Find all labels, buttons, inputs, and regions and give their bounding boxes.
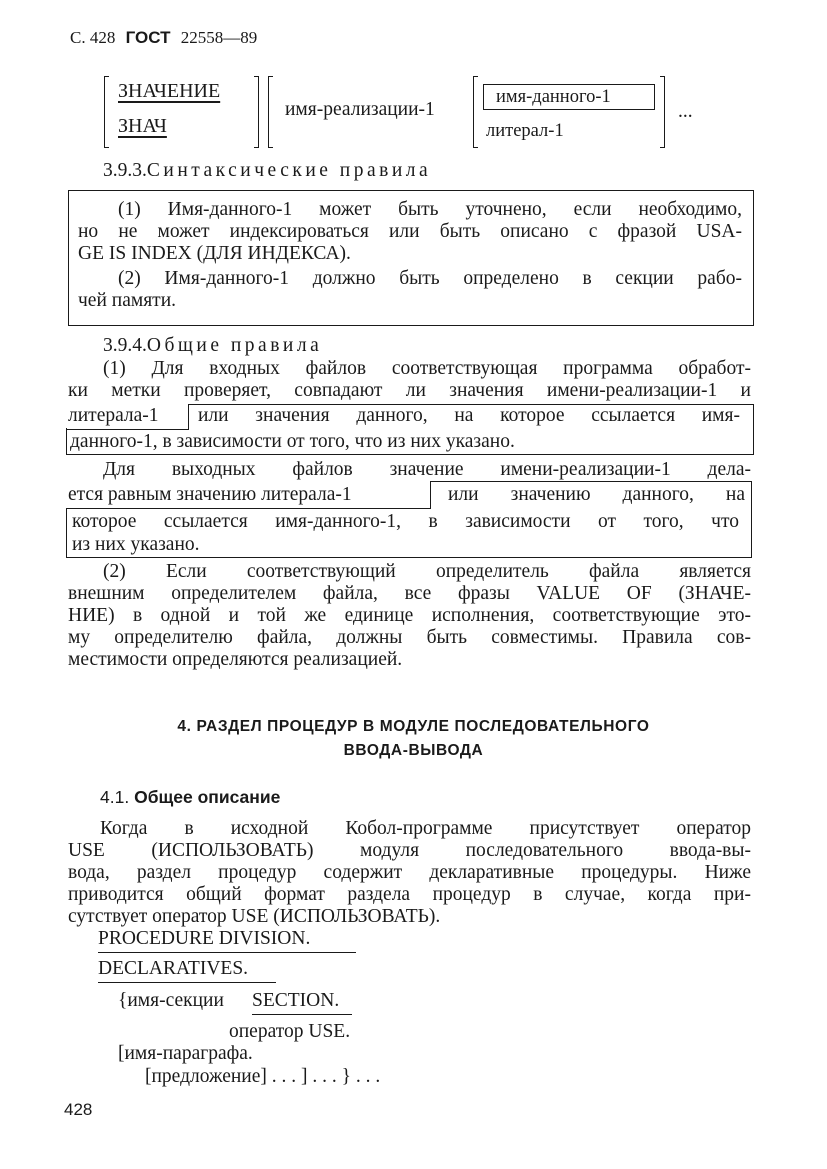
- general-rule-line: ется равным значению литерала-1: [68, 484, 352, 505]
- left-brace-3: [473, 76, 478, 148]
- format-data-name: имя-данного-1: [496, 87, 611, 107]
- body-line: приводится общий формат раздела процедур в случае, когда при-: [68, 884, 751, 905]
- body-line: вода, раздел процедур содержит декларативные процедуры. Ниже: [68, 862, 751, 883]
- box1-inner-left: [188, 404, 189, 430]
- right-brace-1: [254, 76, 259, 148]
- page-header: [70, 28, 257, 48]
- general-rule-line: местимости определяются реализацией.: [68, 649, 403, 670]
- syntax-rule-line: чей памяти.: [78, 290, 177, 311]
- page-label: С. 428: [70, 28, 116, 47]
- general-rule-boxed-line: или значению данного, на: [448, 484, 745, 505]
- section-title-394: 3.9.4.Общие правила: [103, 335, 323, 356]
- general-rule-boxed-line: или значения данного, на которое ссылается имя-: [198, 405, 740, 426]
- code-section-name: {имя-секции: [118, 990, 224, 1011]
- general-rule-line: внешним определителем файла, все фразы VALUE OF (ЗНАЧЕ-: [68, 583, 751, 604]
- underline-section: [252, 1014, 352, 1015]
- general-rule-line: НИЕ) в одной и той же единице исполнения, соответствующие это-: [68, 605, 751, 626]
- section-title-393: 3.9.3.Синтаксические правила: [103, 160, 432, 181]
- general-rule-boxed-line: данного-1, в зависимости от того, что из них указано.: [70, 431, 515, 452]
- format-literal: литерал-1: [486, 121, 564, 141]
- format-ellipsis: ...: [678, 101, 693, 122]
- right-brace-3: [660, 76, 665, 148]
- format-impl-name: имя-реализации-1: [285, 99, 435, 120]
- gost-label: ГОСТ: [125, 28, 171, 47]
- left-brace-1: [104, 76, 109, 148]
- format-option-znachenie: ЗНАЧЕНИЕ: [118, 80, 221, 102]
- syntax-rule-line: (2) Имя-данного-1 должно быть определено в секции рабо-: [118, 268, 742, 289]
- box2-left: [66, 508, 67, 557]
- general-rule-line: Для выходных файлов значение имени-реализации-1 дела-: [103, 459, 751, 480]
- code-section-keyword: SECTION.: [252, 990, 340, 1011]
- general-rule-line: му определителю файла, должны быть совместимы. Правила сов-: [68, 627, 751, 648]
- box2-right: [751, 481, 752, 557]
- section-4-heading: 4. РАЗДЕЛ ПРОЦЕДУР В МОДУЛЕ ПОСЛЕДОВАТЕЛЬНОГО: [177, 718, 650, 735]
- left-brace-2: [268, 76, 273, 148]
- underline-procedure-division: [98, 952, 356, 953]
- box1-step-line: [66, 429, 188, 430]
- general-rule-line: (2) Если соответствующий определитель файла является: [103, 561, 751, 582]
- underline-declaratives: [98, 982, 276, 983]
- syntax-rule-line: (1) Имя-данного-1 может быть уточнено, если необходимо,: [118, 199, 742, 220]
- code-procedure-division: PROCEDURE DIVISION.: [98, 928, 311, 949]
- syntax-rule-line: но не может индексироваться или быть описано с фразой USA-: [78, 221, 742, 242]
- code-sentence: [предложение] . . . ] . . . } . . .: [145, 1066, 381, 1087]
- box2-step-line: [66, 508, 431, 509]
- general-rule-line: ки метки проверяет, совпадают ли значения имени-реализации-1 и: [68, 380, 751, 401]
- box1-left: [66, 428, 67, 454]
- gost-code: 22558—89: [180, 28, 258, 47]
- body-line: сутствует оператор USE (ИСПОЛЬЗОВАТЬ).: [68, 906, 441, 927]
- general-rule-boxed-line: которое ссылается имя-данного-1, в зависимости от того, что: [72, 511, 739, 532]
- subsection-title-41: 4.1. Общее описание: [100, 787, 281, 807]
- code-declaratives: DECLARATIVES.: [98, 958, 249, 979]
- section-4-heading-cont: ВВОДА-ВЫВОДА: [343, 742, 484, 759]
- box1-bottom-line: [66, 454, 754, 455]
- code-use-statement: оператор USE.: [229, 1021, 351, 1042]
- box1-right: [753, 404, 754, 454]
- box2-inner-left: [430, 481, 431, 509]
- format-option-znach: ЗНАЧ: [118, 115, 167, 137]
- general-rule-boxed-line: из них указано.: [72, 534, 200, 555]
- box2-top-line: [430, 481, 752, 482]
- body-line: Когда в исходной Кобол-программе присутствует оператор: [100, 818, 751, 839]
- box2-bottom-line: [66, 557, 752, 558]
- code-paragraph-name: [имя-параграфа.: [118, 1043, 253, 1064]
- general-rule-literal: литерала-1: [68, 405, 159, 426]
- syntax-rule-line: GE IS INDEX (ДЛЯ ИНДЕКСА).: [78, 243, 351, 264]
- body-line: USE (ИСПОЛЬЗОВАТЬ) модуля последовательного ввода-вы-: [68, 840, 751, 861]
- page-number: 428: [64, 1100, 93, 1119]
- general-rule-line: (1) Для входных файлов соответствующая программа обработ-: [103, 358, 751, 379]
